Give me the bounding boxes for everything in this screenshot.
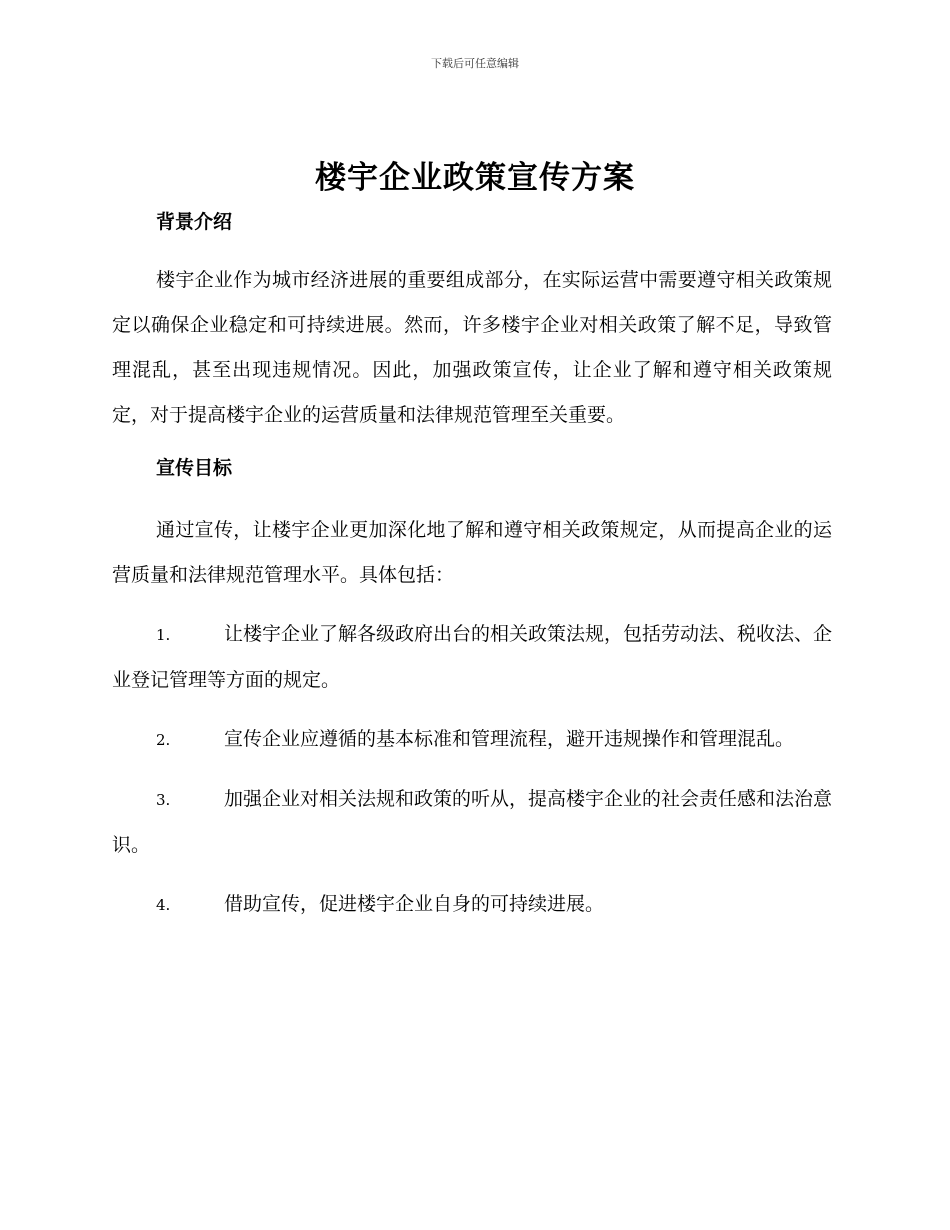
goals-list	[112, 612, 832, 928]
section-heading-background: 背景介绍	[156, 211, 233, 233]
section-paragraph-background: 楼宇企业作为城市经济进展的重要组成部分，在实际运营中需要遵守相关政策规定以确保企业稳定和可持续进展。然而，许多楼宇企业对相关政策了解不足，导致管理混乱，甚至出现违规情况。因此，加强政策宣传，让企业了解和遵守相关政策规定，对于提高楼宇企业的运营质量和法律规范管理至关重要。	[112, 269, 832, 426]
list-item	[112, 717, 832, 763]
list-item	[112, 612, 832, 703]
list-item-number: 3.	[156, 791, 171, 809]
section-paragraph-goals: 通过宣传，让楼宇企业更加深化地了解和遵守相关政策规定，从而提高企业的运营质量和法律规范管理水平。具体包括：	[112, 519, 832, 586]
section-heading-goals: 宣传目标	[156, 457, 233, 479]
page-header-note: 下载后可任意编辑	[431, 57, 519, 70]
list-item-text: 加强企业对相关法规和政策的听从，提高楼宇企业的社会责任感和法治意识。	[112, 788, 833, 856]
document-body	[112, 206, 832, 942]
list-item-text: 宣传企业应遵循的基本标准和管理流程，避开违规操作和管理混乱。	[224, 728, 795, 750]
list-item-number: 2.	[156, 731, 171, 749]
list-item	[112, 777, 832, 868]
list-item-text: 让楼宇企业了解各级政府出台的相关政策法规，包括劳动法、税收法、企业登记管理等方面的规定。	[112, 623, 833, 691]
list-item-text: 借助宣传，促进楼宇企业自身的可持续进展。	[224, 893, 605, 915]
document-title: 楼宇企业政策宣传方案	[315, 160, 635, 196]
list-item-number: 1.	[156, 626, 171, 644]
list-item	[112, 882, 832, 928]
list-item-number: 4.	[156, 896, 171, 914]
